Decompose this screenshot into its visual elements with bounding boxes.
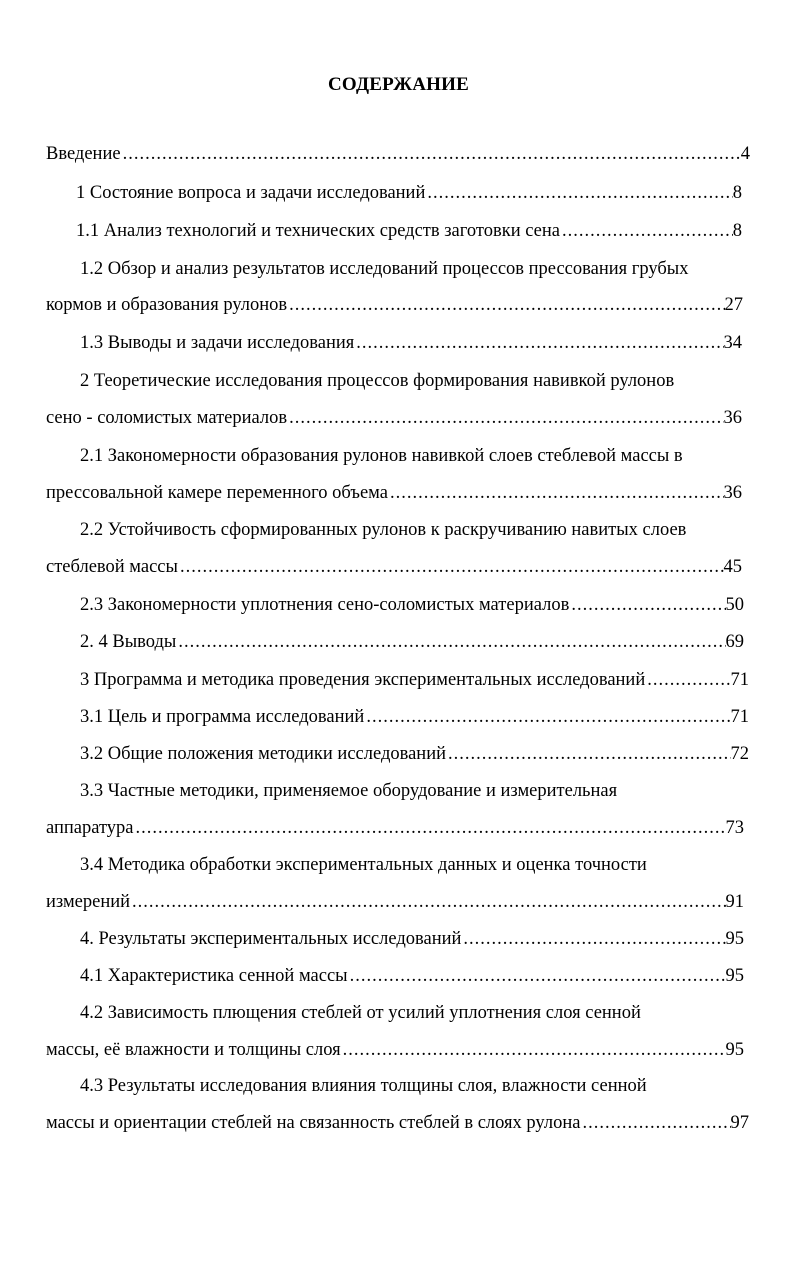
toc-entry-2-2[interactable] <box>46 554 742 580</box>
toc-entry-text: сено - соломистых материалов <box>46 408 288 428</box>
toc-page-number: 95 <box>725 929 744 949</box>
toc-entry-1-2[interactable] <box>46 292 743 318</box>
toc-entry-1-1[interactable] <box>76 218 742 244</box>
toc-page-number: 95 <box>725 1040 744 1060</box>
toc-page-number: 36 <box>723 408 742 428</box>
toc-entry-text: 1.3 Выводы и задачи исследования <box>80 333 355 353</box>
toc-entry-text: измерений <box>46 892 131 912</box>
toc-entry-4-2[interactable] <box>46 1037 744 1063</box>
toc-entry-3-1[interactable] <box>80 704 749 730</box>
toc-entry-2-4[interactable] <box>80 629 744 655</box>
toc-page-number: 71 <box>730 670 749 690</box>
toc-page-number: 27 <box>724 295 743 315</box>
toc-entry-3-2[interactable] <box>80 741 749 767</box>
toc-entry-2-1[interactable] <box>46 480 742 506</box>
toc-entry-text: 3 Программа и методика проведения экспериментальных исследований <box>80 670 646 690</box>
toc-entry-3-3-first-line[interactable]: 3.3 Частные методики, применяемое оборудование и измерительная <box>80 781 618 801</box>
toc-page-number: 72 <box>730 744 749 764</box>
toc-entry-1[interactable] <box>76 180 742 206</box>
toc-entry-4-3-first-line[interactable]: 4.3 Результаты исследования влияния толщины слоя, влажности сенной <box>80 1076 647 1096</box>
toc-page-number: 50 <box>725 595 744 615</box>
toc-entry-text: 2.3 Закономерности уплотнения сено-соломистых материалов <box>80 595 570 615</box>
toc-entry-4-1[interactable] <box>80 963 744 989</box>
toc-entry-text: аппаратура <box>46 818 134 838</box>
toc-entry-text: прессовальной камере переменного объема <box>46 483 388 503</box>
toc-page-number: 97 <box>730 1113 749 1133</box>
toc-page-number: 4 <box>740 144 750 164</box>
toc-entry-text: 3.1 Цель и программа исследований <box>80 707 365 727</box>
toc-entry-text: 1 Состояние вопроса и задачи исследований <box>76 183 426 203</box>
toc-entry-2-3[interactable] <box>80 592 744 618</box>
toc-page-number: 45 <box>723 557 742 577</box>
toc-entry-text: 2. 4 Выводы <box>80 632 177 652</box>
toc-entry-4-3[interactable] <box>46 1110 749 1136</box>
toc-entry-2-1-first-line[interactable]: 2.1 Закономерности образования рулонов навивкой слоев стеблевой массы в <box>80 446 683 466</box>
toc-entry-text: Введение <box>46 144 121 164</box>
toc-entry-3-4-first-line[interactable]: 3.4 Методика обработки экспериментальных данных и оценка точности <box>80 855 647 875</box>
toc-page-number: 34 <box>723 333 742 353</box>
toc-entry-4[interactable] <box>80 926 744 952</box>
page-title: СОДЕРЖАНИЕ <box>328 74 469 95</box>
toc-entry-3-3[interactable] <box>46 815 744 841</box>
toc-page-number: 73 <box>725 818 744 838</box>
toc-entry-3[interactable] <box>80 667 749 693</box>
toc-entry-text: кормов и образования рулонов <box>46 295 288 315</box>
toc-page-number: 91 <box>725 892 744 912</box>
toc-entry-text: 1.1 Анализ технологий и технических средств заготовки сена <box>76 221 560 241</box>
toc-entry-text: массы и ориентации стеблей на связанность стеблей в слоях рулона <box>46 1113 581 1133</box>
toc-entry-1-2-first-line[interactable]: 1.2 Обзор и анализ результатов исследований процессов прессования грубых <box>80 259 689 279</box>
toc-entry-text: 3.2 Общие положения методики исследований <box>80 744 447 764</box>
toc-entry-text: 4. Результаты экспериментальных исследований <box>80 929 462 949</box>
toc-page-number: 71 <box>730 707 749 727</box>
toc-entry-2-first-line[interactable]: 2 Теоретические исследования процессов формирования навивкой рулонов <box>80 371 675 391</box>
toc-entry-intro[interactable] <box>46 141 750 167</box>
toc-page-number: 69 <box>725 632 744 652</box>
toc-entry-3-4[interactable] <box>46 889 744 915</box>
toc-entry-text: 4.1 Характеристика сенной массы <box>80 966 348 986</box>
toc-entry-2-2-first-line[interactable]: 2.2 Устойчивость сформированных рулонов к раскручиванию навитых слоев <box>80 520 687 540</box>
toc-entry-text: массы, её влажности и толщины слоя <box>46 1040 341 1060</box>
toc-entry-4-2-first-line[interactable]: 4.2 Зависимость плющения стеблей от усилий уплотнения слоя сенной <box>80 1003 641 1023</box>
toc-entry-1-3[interactable] <box>80 330 742 356</box>
toc-page-number: 36 <box>723 483 742 503</box>
toc-page-number: 95 <box>725 966 744 986</box>
toc-entry-2[interactable] <box>46 405 742 431</box>
toc-entry-text: стеблевой массы <box>46 557 178 577</box>
toc-page-number: 8 <box>732 221 742 241</box>
toc-page-number: 8 <box>732 183 742 203</box>
